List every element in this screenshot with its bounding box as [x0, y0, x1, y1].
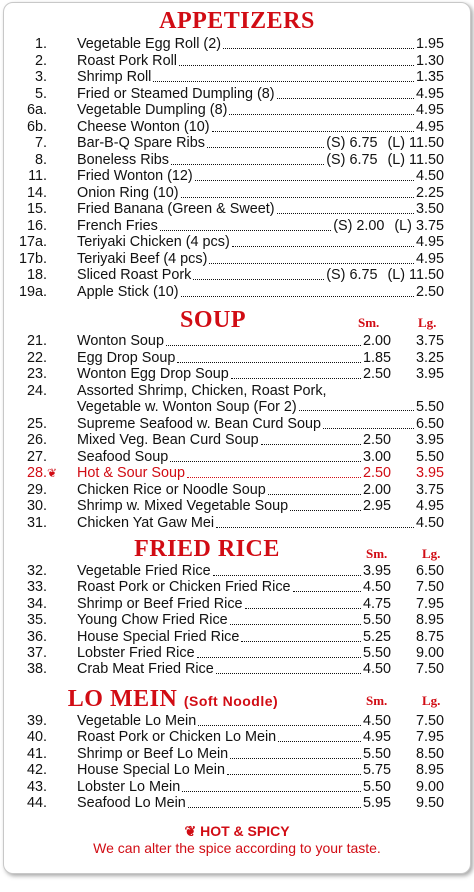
menu-item — [4, 746, 470, 762]
menu-item — [4, 102, 470, 118]
item-price-small: (S) 2.00 — [333, 218, 385, 234]
item-name: Fried Banana (Green & Sweet) — [77, 201, 275, 217]
item-name: Sliced Roast Pork — [77, 267, 192, 283]
menu-item — [4, 629, 470, 645]
item-price-small: (S) 6.75 — [326, 135, 378, 151]
menu-item — [4, 267, 470, 283]
item-name: Roast Pork or Chicken Lo Mein — [77, 729, 277, 745]
item-number: 29. — [26, 482, 47, 498]
item-name: Teriyaki Beef (4 pcs) — [77, 251, 208, 267]
item-name: Shrimp or Beef Fried Rice — [77, 596, 243, 612]
item-price-large: 4.95 — [415, 498, 444, 514]
item-number: 39. — [26, 713, 47, 729]
menu-item — [4, 350, 470, 366]
dot-leader — [290, 510, 361, 511]
dot-leader — [213, 575, 361, 576]
item-number: 26. — [26, 432, 47, 448]
item-price-large: 9.50 — [415, 795, 444, 811]
dot-leader — [177, 362, 361, 363]
menu-item — [4, 795, 470, 811]
item-number: 30. — [26, 498, 47, 514]
item-price-small: 2.50 — [362, 366, 391, 382]
item-price-large: 9.00 — [415, 779, 444, 795]
item-price-large: 6.50 — [415, 563, 444, 579]
dot-leader — [160, 230, 331, 231]
dot-leader — [261, 444, 361, 445]
item-price-small: 2.00 — [362, 482, 391, 498]
menu-item — [4, 482, 470, 498]
item-price-small: 2.50 — [362, 465, 391, 481]
item-number: 2. — [34, 53, 47, 69]
item-price-large: (L) 11.50 — [387, 135, 444, 151]
menu-item — [4, 284, 470, 300]
item-price-large: 3.75 — [415, 333, 444, 349]
item-number: 31. — [26, 515, 47, 531]
item-price-small: 3.95 — [362, 563, 391, 579]
menu-item — [4, 579, 470, 595]
menu-item — [4, 645, 470, 661]
item-price-small: 5.50 — [362, 779, 391, 795]
item-name: Crab Meat Fried Rice — [77, 661, 214, 677]
item-name: Vegetable Lo Mein — [77, 713, 197, 729]
menu-item — [4, 201, 470, 217]
item-name: Mixed Veg. Bean Curd Soup — [77, 432, 259, 448]
item-price-large: 3.25 — [415, 350, 444, 366]
menu-item — [4, 713, 470, 729]
chili-pepper-icon: ❦ — [184, 823, 197, 839]
item-name: Apple Stick (10) — [77, 284, 179, 300]
item-price-large: 6.50 — [415, 416, 444, 432]
item-price-large: 8.95 — [415, 612, 444, 628]
dot-leader — [223, 48, 414, 49]
menu-item — [4, 383, 470, 415]
item-number: 42. — [26, 762, 47, 778]
item-name-continued: Vegetable w. Wonton Soup (For 2) — [77, 399, 297, 415]
fried-rice-sm-header: Sm. — [366, 546, 388, 561]
item-name: Onion Ring (10) — [77, 185, 179, 201]
item-price-large: 8.75 — [415, 629, 444, 645]
item-price-large: 7.50 — [415, 713, 444, 729]
dot-leader — [241, 641, 361, 642]
item-number: 21. — [26, 333, 47, 349]
appetizers-title: APPETIZERS — [159, 8, 315, 34]
menu-item — [4, 596, 470, 612]
item-price-small: 2.50 — [362, 432, 391, 448]
item-name: House Special Lo Mein — [77, 762, 225, 778]
item-number: 7. — [34, 135, 47, 151]
dot-leader — [230, 624, 361, 625]
item-name: Vegetable Fried Rice — [77, 563, 211, 579]
dot-leader — [195, 180, 414, 181]
item-number: 37. — [26, 645, 47, 661]
item-price: 4.95 — [415, 102, 444, 118]
item-name: Egg Drop Soup — [77, 350, 176, 366]
item-name: Supreme Seafood w. Bean Curd Soup — [77, 416, 322, 432]
menu-item — [4, 168, 470, 184]
item-price-large: (L) 11.50 — [387, 267, 444, 283]
item-number: 25. — [26, 416, 47, 432]
item-price-small: (S) 6.75 — [326, 267, 378, 283]
lo-mein-sm-header: Sm. — [366, 693, 388, 708]
item-number: 23. — [26, 366, 47, 382]
item-price-small: 1.85 — [362, 350, 391, 366]
item-name: Wonton Soup — [77, 333, 164, 349]
item-price-small: 5.50 — [362, 746, 391, 762]
item-price-large: 3.95 — [415, 465, 444, 481]
item-price-large: 5.50 — [415, 449, 444, 465]
menu-item — [4, 432, 470, 448]
item-name: Seafood Soup — [77, 449, 169, 465]
item-price-small: 5.25 — [362, 629, 391, 645]
item-price-large: 7.50 — [415, 661, 444, 677]
item-number: 15. — [26, 201, 47, 217]
item-price-small: 5.95 — [362, 795, 391, 811]
item-number: 44. — [26, 795, 47, 811]
dot-leader — [268, 494, 361, 495]
item-price-small: 2.00 — [362, 333, 391, 349]
item-price: 4.95 — [415, 251, 444, 267]
item-number: 17a. — [18, 234, 47, 250]
menu-item — [4, 779, 470, 795]
item-number: 19a. — [18, 284, 47, 300]
item-name: Lobster Fried Rice — [77, 645, 195, 661]
item-price-large: 9.00 — [415, 645, 444, 661]
item-name: Bar-B-Q Spare Ribs — [77, 135, 205, 151]
item-price-small: 2.95 — [362, 498, 391, 514]
dot-leader — [293, 591, 361, 592]
menu-item — [4, 185, 470, 201]
item-number: 6b. — [26, 119, 47, 135]
item-price: 4.95 — [415, 86, 444, 102]
dot-leader — [227, 774, 361, 775]
dot-leader — [182, 791, 361, 792]
dot-leader — [179, 65, 414, 66]
dot-leader — [229, 114, 414, 115]
item-price-small: 4.50 — [362, 579, 391, 595]
menu-item — [4, 218, 470, 234]
item-price-large: 7.95 — [415, 596, 444, 612]
fried-rice-lg-header: Lg. — [422, 546, 441, 561]
item-number: 3. — [34, 69, 47, 85]
item-price-small: 5.75 — [362, 762, 391, 778]
item-number: 33. — [26, 579, 47, 595]
item-number: 17b. — [18, 251, 47, 267]
spice-note: We can alter the spice according to your taste. — [93, 840, 381, 856]
menu-item — [4, 234, 470, 250]
dot-leader — [277, 98, 414, 99]
item-name: Fried Wonton (12) — [77, 168, 193, 184]
menu-item — [4, 36, 470, 52]
dot-leader — [231, 378, 361, 379]
item-price: 4.95 — [415, 119, 444, 135]
item-number: 27. — [26, 449, 47, 465]
item-name: Young Chow Fried Rice — [77, 612, 228, 628]
dot-leader — [188, 807, 361, 808]
dot-leader — [170, 461, 361, 462]
item-number: 28. — [26, 465, 47, 481]
item-number: 40. — [26, 729, 47, 745]
menu-item — [4, 563, 470, 579]
item-name: Lobster Lo Mein — [77, 779, 181, 795]
dot-leader — [209, 263, 414, 264]
item-price-large: 7.95 — [415, 729, 444, 745]
item-name: French Fries — [77, 218, 158, 234]
item-number: 24. — [26, 383, 47, 399]
menu-item — [4, 661, 470, 677]
item-price-large: 8.95 — [415, 762, 444, 778]
item-price-large: 4.50 — [415, 515, 444, 531]
dot-leader — [216, 673, 361, 674]
item-number: 34. — [26, 596, 47, 612]
fried-rice-title: FRIED RICE — [134, 536, 280, 562]
item-price: 2.50 — [415, 284, 444, 300]
item-number: 16. — [26, 218, 47, 234]
menu-item — [4, 152, 470, 168]
item-name: Chicken Yat Gaw Mei — [77, 515, 215, 531]
item-price-large: 3.95 — [415, 366, 444, 382]
dot-leader — [232, 246, 414, 247]
item-number: 22. — [26, 350, 47, 366]
item-price-small: 3.00 — [362, 449, 391, 465]
menu-item — [4, 366, 470, 382]
dot-leader — [187, 477, 361, 478]
item-number: 38. — [26, 661, 47, 677]
item-name: Roast Pork Roll — [77, 53, 177, 69]
dot-leader — [181, 296, 414, 297]
item-price-large: 8.50 — [415, 746, 444, 762]
item-number: 32. — [26, 563, 47, 579]
item-name: Boneless Ribs — [77, 152, 169, 168]
item-number: 18. — [26, 267, 47, 283]
item-price-small: 4.95 — [362, 729, 391, 745]
item-price: 1.95 — [415, 36, 444, 52]
item-price-small: 5.50 — [362, 612, 391, 628]
item-name: Seafood Lo Mein — [77, 795, 186, 811]
menu-item — [4, 69, 470, 85]
lo-mein-lg-header: Lg. — [422, 693, 441, 708]
item-number: 1. — [34, 36, 47, 52]
menu-item — [4, 86, 470, 102]
dot-leader — [299, 410, 414, 411]
hot-spicy-legend — [4, 823, 470, 839]
dot-leader — [193, 279, 324, 280]
menu-item — [4, 729, 470, 745]
item-price: 3.50 — [415, 201, 444, 217]
item-number: 36. — [26, 629, 47, 645]
menu-item — [4, 762, 470, 778]
item-price: 1.30 — [415, 53, 444, 69]
item-number: 11. — [28, 168, 47, 184]
lo-mein-title-text: LO MEIN — [67, 686, 178, 712]
item-name: Shrimp or Beef Lo Mein — [77, 746, 229, 762]
dot-leader — [212, 131, 414, 132]
item-number: 6a. — [26, 102, 47, 118]
menu-item — [4, 465, 470, 481]
menu-item — [4, 498, 470, 514]
dot-leader — [277, 213, 414, 214]
item-price-large: 3.95 — [415, 432, 444, 448]
dot-leader — [230, 758, 361, 759]
menu-page — [3, 2, 471, 874]
menu-item — [4, 53, 470, 69]
menu-item — [4, 135, 470, 151]
item-name: Hot & Sour Soup — [77, 465, 185, 481]
lo-mein-subtitle: (Soft Noodle) — [183, 693, 279, 709]
item-price-small: 4.75 — [362, 596, 391, 612]
item-name: Shrimp Roll — [77, 69, 152, 85]
dot-leader — [245, 608, 361, 609]
item-price-small: 5.50 — [362, 645, 391, 661]
item-price-large: (L) 3.75 — [394, 218, 444, 234]
item-name: Shrimp w. Mixed Vegetable Soup — [77, 498, 289, 514]
dot-leader — [153, 81, 414, 82]
dot-leader — [216, 527, 414, 528]
menu-item — [4, 612, 470, 628]
item-name: Assorted Shrimp, Chicken, Roast Pork, — [77, 383, 327, 399]
hot-spicy-label: HOT & SPICY — [200, 823, 290, 839]
soup-sm-header: Sm. — [358, 315, 380, 330]
dot-leader — [197, 657, 361, 658]
item-number: 8. — [34, 152, 47, 168]
item-price: 4.50 — [415, 168, 444, 184]
item-name: Vegetable Dumpling (8) — [77, 102, 228, 118]
item-price: 2.25 — [415, 185, 444, 201]
soup-title: SOUP — [179, 307, 246, 333]
item-price-large: 5.50 — [415, 399, 444, 415]
menu-item — [4, 251, 470, 267]
item-name: Chicken Rice or Noodle Soup — [77, 482, 266, 498]
dot-leader — [323, 428, 414, 429]
item-price: 1.35 — [415, 69, 444, 85]
item-number: 43. — [26, 779, 47, 795]
item-number: 5. — [34, 86, 47, 102]
item-price-small: (S) 6.75 — [326, 152, 378, 168]
item-number: 14. — [26, 185, 47, 201]
item-price-small: 4.50 — [362, 661, 391, 677]
item-name: Wonton Egg Drop Soup — [77, 366, 229, 382]
dot-leader — [166, 345, 361, 346]
item-price: 4.95 — [415, 234, 444, 250]
chili-pepper-icon: ❦ — [47, 466, 58, 480]
item-name: House Special Fried Rice — [77, 629, 240, 645]
dot-leader — [171, 164, 324, 165]
soup-lg-header: Lg. — [418, 315, 437, 330]
item-name: Vegetable Egg Roll (2) — [77, 36, 221, 52]
item-price-large: (L) 11.50 — [387, 152, 444, 168]
item-name: Fried or Steamed Dumpling (8) — [77, 86, 275, 102]
item-price-large: 7.50 — [415, 579, 444, 595]
menu-item — [4, 416, 470, 432]
item-number: 35. — [26, 612, 47, 628]
item-price-large: 3.75 — [415, 482, 444, 498]
lo-mein-title — [3, 686, 406, 714]
menu-item — [4, 515, 470, 531]
item-number: 41. — [26, 746, 47, 762]
dot-leader — [198, 725, 361, 726]
dot-leader — [278, 741, 361, 742]
item-price-small: 4.50 — [362, 713, 391, 729]
item-name: Roast Pork or Chicken Fried Rice — [77, 579, 291, 595]
menu-item — [4, 333, 470, 349]
dot-leader — [207, 147, 324, 148]
item-name: Teriyaki Chicken (4 pcs) — [77, 234, 230, 250]
menu-item — [4, 119, 470, 135]
dot-leader — [181, 197, 414, 198]
item-name: Cheese Wonton (10) — [77, 119, 210, 135]
menu-item — [4, 449, 470, 465]
